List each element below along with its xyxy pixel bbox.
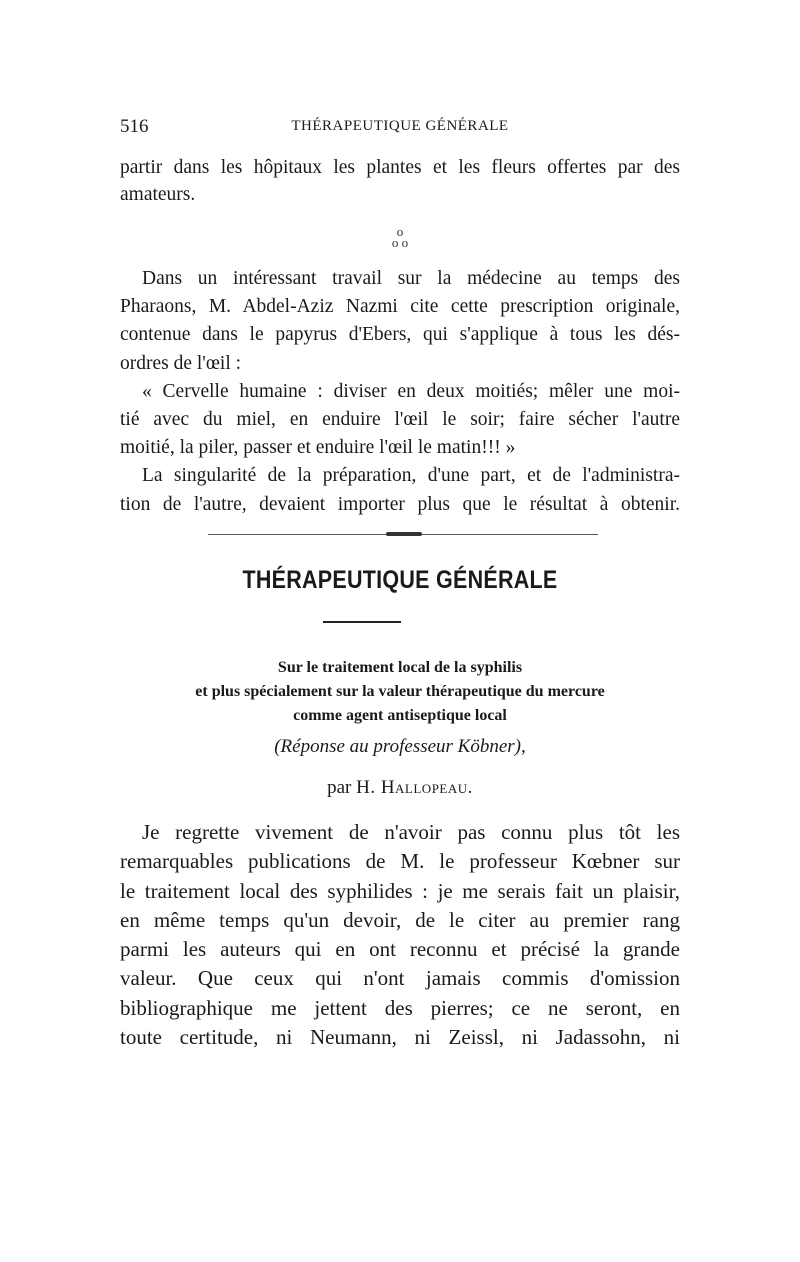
- text-line: Je regrette vivement de n'avoir pas connu plus tôt les: [142, 820, 680, 844]
- text-line: Pharaons, M. Abdel-Aziz Nazmi cite cette prescription originale,: [120, 296, 680, 318]
- running-title: THÉRAPEUTIQUE GÉNÉRALE: [291, 118, 509, 134]
- paragraph-continuation: [120, 154, 680, 208]
- page-header: [120, 116, 680, 140]
- text-line: tion de l'autre, devaient importer plus que le résultat à obtenir.: [120, 493, 680, 515]
- author-prefix: par: [327, 777, 352, 798]
- text-line: Dans un intéressant travail sur la médecine au temps des: [142, 268, 680, 289]
- asterism-top: o: [396, 224, 404, 239]
- text-line: ordres de l'œil :: [120, 352, 242, 374]
- author-name: H. Hallopeau.: [356, 777, 473, 798]
- article-title-line: Sur le traitement local de la syphilis: [277, 659, 523, 676]
- quote-line: « Cervelle humaine : diviser en deux moitiés; mêler une moi-: [142, 380, 680, 402]
- text-line: parmi les auteurs qui en ont reconnu et précisé la grande: [120, 937, 680, 962]
- text-line: partir dans les hôpitaux les plantes et les fleurs offertes par des: [120, 157, 680, 178]
- text-line: valeur. Que ceux qui n'ont jamais commis d'omission: [120, 966, 680, 991]
- article-author: [100, 777, 700, 799]
- quote-line: tié avec du miel, en enduire l'œil le soir; faire sécher l'autre: [120, 409, 680, 431]
- asterism-bottom: o o: [391, 235, 409, 250]
- section-title: THÉRAPEUTIQUE GÉNÉRALE: [242, 566, 558, 594]
- text-line: toute certitude, ni Neumann, ni Zeissl, ni Jadassohn, ni: [120, 1025, 680, 1050]
- text-line: amateurs.: [120, 184, 196, 205]
- paragraph-pharaons: [120, 265, 680, 519]
- article-title-line: et plus spécialement sur la valeur thérapeutique du mercure: [195, 683, 605, 700]
- text-line: contenue dans le papyrus d'Ebers, qui s'applique à tous les dés-: [120, 324, 680, 346]
- article-title: [100, 656, 700, 728]
- text-line: bibliographique me jettent des pierres; ce ne seront, en: [120, 995, 680, 1020]
- asterism-ornament: [380, 226, 420, 248]
- text-line: La singularité de la préparation, d'une part, et de l'administra-: [142, 465, 680, 487]
- page-number: 516: [120, 116, 149, 137]
- section-divider-ornament: [386, 532, 422, 536]
- text-line: remarquables publications de M. le professeur Kœbner sur: [120, 849, 680, 874]
- text-line: en même temps qu'un devoir, de le citer au premier rang: [120, 907, 680, 932]
- article-subtitle: (Réponse au professeur Köbner),: [274, 736, 526, 757]
- title-underline: [323, 621, 401, 623]
- quote-line: moitié, la piler, passer et enduire l'œil le matin!!! »: [120, 437, 516, 459]
- article-title-line: comme agent antiseptique local: [293, 707, 507, 724]
- paragraph-body: [120, 818, 680, 1052]
- text-line: le traitement local des syphilides : je me serais fait un plaisir,: [120, 878, 680, 903]
